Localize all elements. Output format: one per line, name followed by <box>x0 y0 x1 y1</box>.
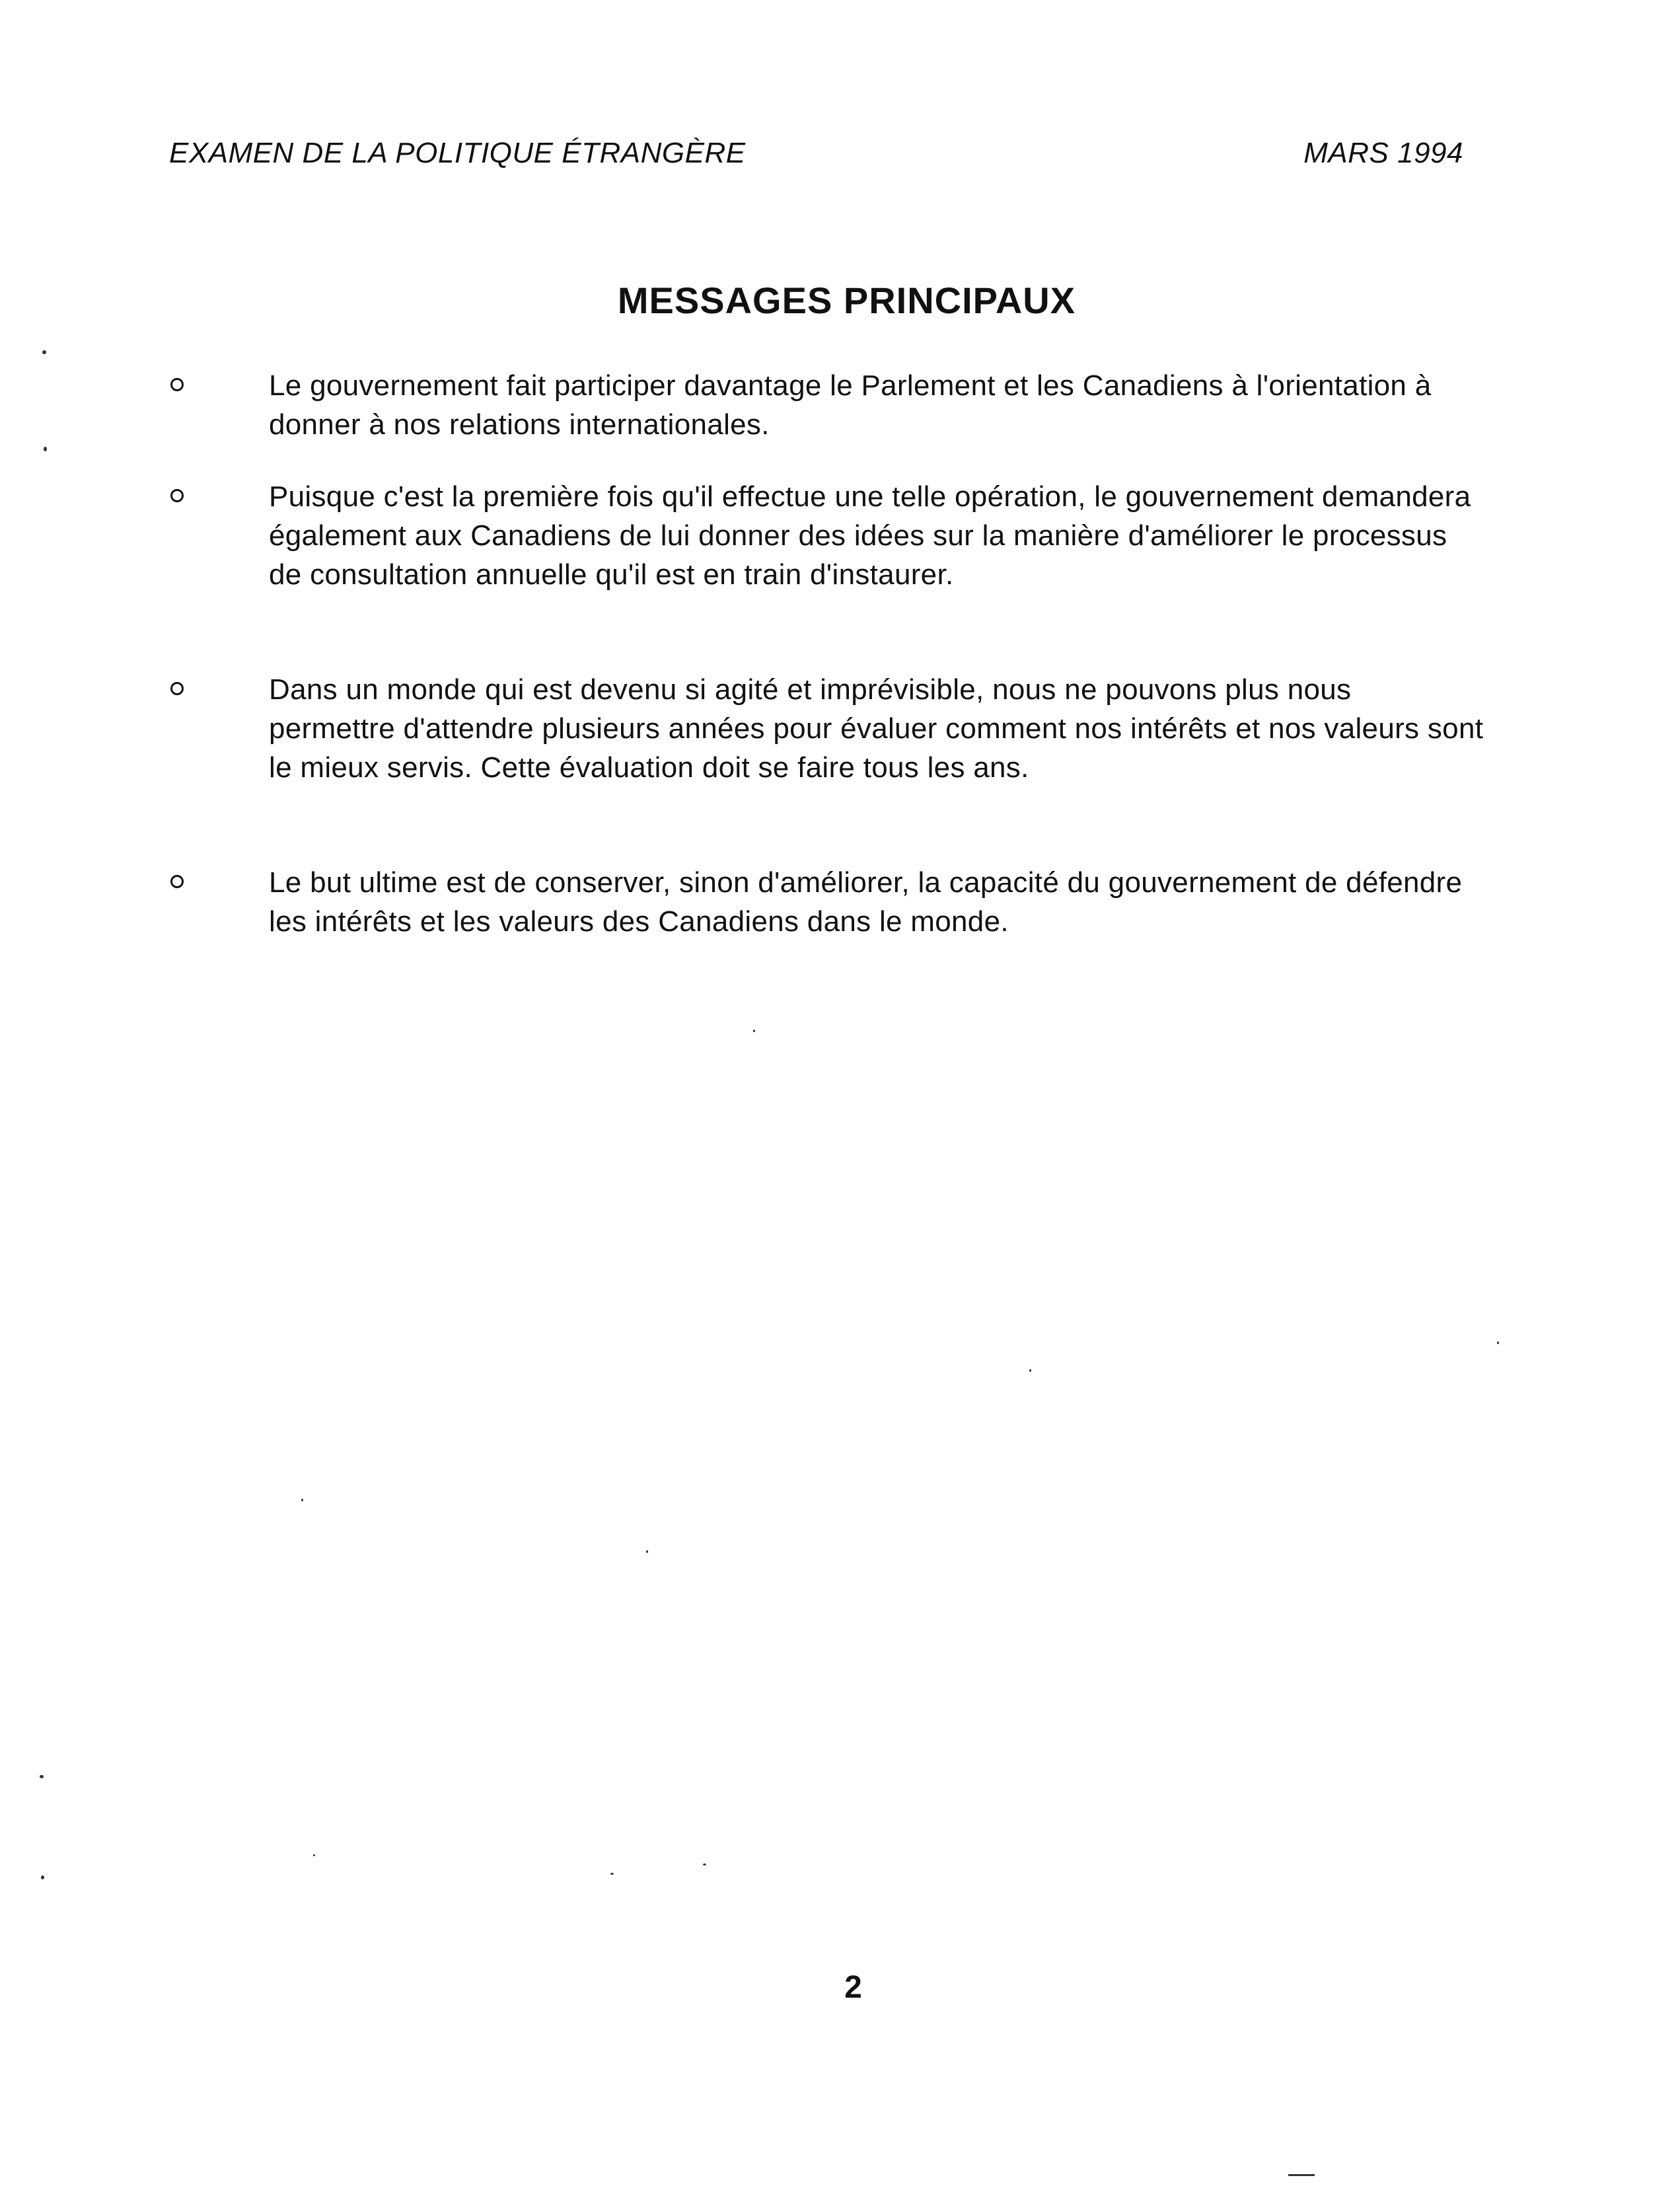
running-header-title: EXAMEN DE LA POLITIQUE ÉTRANGÈRE <box>169 137 746 169</box>
page-number: 2 <box>844 1970 862 2005</box>
scan-speck <box>41 1875 44 1879</box>
scan-speck <box>301 1499 303 1501</box>
list-item-text: Dans un monde qui est devenu si agité et imprévisible, nous ne pouvons plus nous permettre d'attendre plusieurs années pour évaluer comment nos intérêts et nos valeurs sont le mieux servis. Cette évaluation doit se faire tous les ans. <box>269 673 1484 784</box>
scan-speck <box>646 1550 648 1553</box>
circle-bullet-icon <box>170 378 184 391</box>
scan-speck <box>1288 2174 1315 2176</box>
scan-speck <box>1029 1369 1031 1372</box>
running-header-date: MARS 1994 <box>1303 137 1463 169</box>
scan-speck <box>703 1864 706 1866</box>
scan-speck <box>610 1873 614 1875</box>
scan-speck <box>40 1775 44 1778</box>
list-item-text: Puisque c'est la première fois qu'il effectue une telle opération, le gouvernement demandera également aux Canadiens de lui donner des idées sur la manière d'améliorer le processus de consultation annuelle qu'il est en train d'instaurer. <box>269 480 1471 591</box>
circle-bullet-icon <box>170 682 184 695</box>
circle-bullet-icon <box>170 875 184 888</box>
list-item-text: Le gouvernement fait participer davantage le Parlement et les Canadiens à l'orientation à donner à nos relations internationales. <box>269 369 1432 441</box>
scan-speck <box>753 1030 755 1032</box>
scan-speck <box>1497 1341 1499 1344</box>
circle-bullet-icon <box>170 489 184 502</box>
list-item-text: Le but ultime est de conserver, sinon d'améliorer, la capacité du gouvernement de défendre les intérêts et les valeurs des Canadiens dans le monde. <box>269 866 1463 938</box>
page-title: MESSAGES PRINCIPAUX <box>617 280 1076 321</box>
scan-speck <box>42 350 46 354</box>
scan-speck <box>44 447 47 451</box>
scan-speck <box>313 1854 315 1856</box>
